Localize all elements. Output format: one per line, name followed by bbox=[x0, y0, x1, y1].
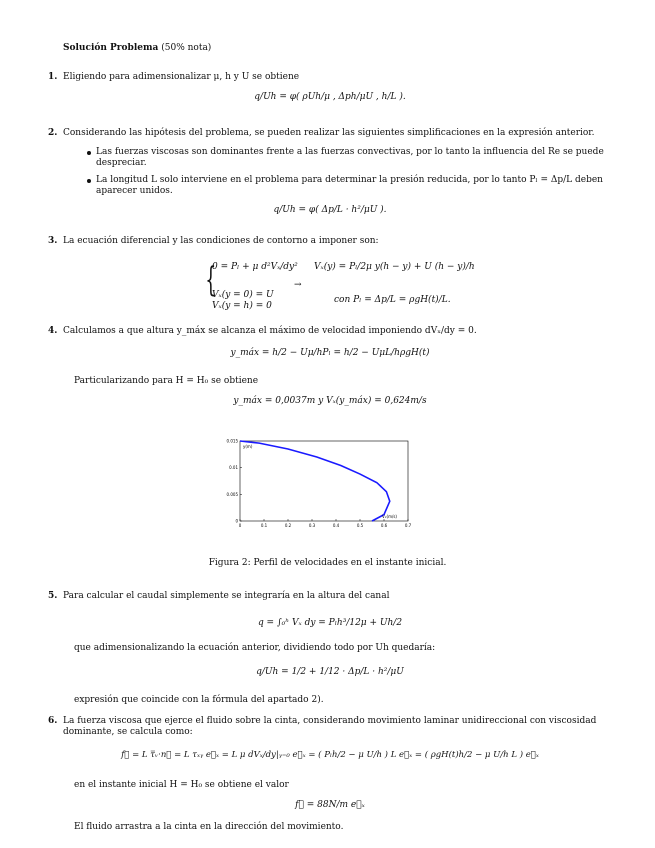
bullet-text: Las fuerzas viscosas son dominantes frente a las fuerzas convectivas, por lo tanto la influencia del Re se puede despreciar. bbox=[96, 147, 604, 168]
figure-caption: Figura 2: Perfil de velocidades en el instante inicial. bbox=[208, 558, 447, 568]
brace: { bbox=[205, 260, 217, 300]
x-tick-label: 0.5 bbox=[356, 523, 364, 528]
y-tick-label: 0.01 bbox=[229, 465, 238, 471]
solution-eq: Vₓ(y) = Pₗ/2μ y(h − y) + U (h − y)/h bbox=[314, 262, 475, 272]
item-text: La fuerza viscosa que ejerce el fluido sobre la cinta, considerando movimiento laminar unidireccional con viscosidad dominante, se calcula como: bbox=[63, 716, 597, 737]
equation-result: q/Uh = 1/2 + 1/12 · Δp/L · h²/μU bbox=[256, 667, 404, 677]
y-tick-label: 0.015 bbox=[226, 438, 238, 444]
arrow: → bbox=[294, 280, 302, 290]
item-text: La ecuación diferencial y las condiciones de contorno a imponer son: bbox=[63, 236, 379, 246]
item-number: 5. bbox=[48, 591, 58, 601]
item-text: Considerando las hipótesis del problema, se pueden realizar las siguientes simplificaciones en la expresión anterior. bbox=[63, 128, 595, 138]
equation: q/Uh = φ( ρUh/μ , Δph/μU , h/L ). bbox=[254, 92, 406, 102]
item-number: 1. bbox=[48, 72, 58, 82]
item-text: Calculamos a que altura y_máx se alcanza el máximo de velocidad imponiendo dVₓ/dy = 0. bbox=[63, 326, 477, 336]
x-tick-label: 0.6 bbox=[380, 523, 388, 528]
bullet-dot bbox=[87, 151, 91, 155]
x-tick-label: 0.2 bbox=[284, 523, 292, 528]
x-tick-label: 0.7 bbox=[404, 523, 412, 528]
velocity-profile-chart bbox=[220, 436, 420, 536]
system-eq-1: 0 = Pₗ + μ d²Vₓ/dy² bbox=[212, 262, 298, 272]
item-text: Para calcular el caudal simplemente se integraría en la altura del canal bbox=[63, 591, 390, 601]
system-eq-2: Vₓ(y = 0) = U bbox=[212, 290, 274, 300]
item-subtext: que adimensionalizando la ecuación anterior, dividiendo todo por Uh quedaría: bbox=[74, 643, 436, 653]
velocity-curve bbox=[240, 441, 390, 521]
item-text: Eligiendo para adimensionalizar μ, h y U se obtiene bbox=[63, 72, 300, 82]
system-eq-3: Vₓ(y = h) = 0 bbox=[212, 301, 272, 311]
item-subtext: El fluido arrastra a la cinta en la dirección del movimiento. bbox=[74, 822, 344, 832]
item-subtext: expresión que coincide con la fórmula del apartado 2). bbox=[74, 695, 324, 705]
item-number: 6. bbox=[48, 716, 58, 726]
item-number: 4. bbox=[48, 326, 58, 336]
pressure-eq: con Pₗ = Δp/L = ρgH(t)/L. bbox=[334, 295, 451, 305]
y-tick-label: 0 bbox=[235, 518, 238, 524]
bullet-dot bbox=[87, 179, 91, 183]
item-number: 3. bbox=[48, 236, 58, 246]
item-number: 2. bbox=[48, 128, 58, 138]
section-heading bbox=[63, 43, 211, 53]
equation: f⃗ = L τ̿ᵥ·n⃗ = L τₓᵧ e⃗ₓ = L μ dVₓ/dy|ᵧ₌₀ e⃗ₓ = ( Pₗh/2 − μ U/h ) L e⃗ₓ = ( ρgH(t)h/2 − μ U/h L ) e⃗ₓ bbox=[121, 750, 539, 760]
x-axis-label: Vₓ(m/s) bbox=[382, 514, 397, 519]
plot-frame bbox=[240, 441, 408, 521]
bullet-text: La longitud L solo interviene en el problema para determinar la presión reducida, por lo tanto Pₗ = Δp/L deben aparecer unidos. bbox=[96, 175, 603, 196]
equation: q = ∫₀ʰ Vₓ dy = Pₗh³/12μ + Uh/2 bbox=[257, 618, 403, 628]
item-subtext: en el instante inicial H = H₀ se obtiene el valor bbox=[74, 780, 289, 790]
equation-result: y_máx = 0,0037m y Vₓ(y_máx) = 0,624m/s bbox=[233, 396, 427, 406]
equation: y_máx = h/2 − Uμ/hPₗ = h/2 − UμL/hρgH(t) bbox=[230, 348, 430, 358]
y-axis-label: y(m) bbox=[243, 444, 253, 449]
heading-note: (50% nota) bbox=[161, 43, 212, 53]
x-tick-label: 0.3 bbox=[308, 523, 316, 528]
equation: q/Uh = φ( Δp/L · h²/μU ). bbox=[273, 205, 387, 215]
x-tick-label: 0.1 bbox=[260, 523, 268, 528]
x-tick-label: 0.4 bbox=[332, 523, 340, 528]
heading-title: Solución Problema bbox=[63, 43, 159, 53]
x-tick-label: 0 bbox=[238, 523, 242, 528]
item-subtext: Particularizando para H = H₀ se obtiene bbox=[74, 376, 259, 386]
equation-result: f⃗ = 88N/m e⃗ₓ bbox=[295, 800, 365, 810]
y-tick-label: 0.005 bbox=[226, 491, 238, 497]
